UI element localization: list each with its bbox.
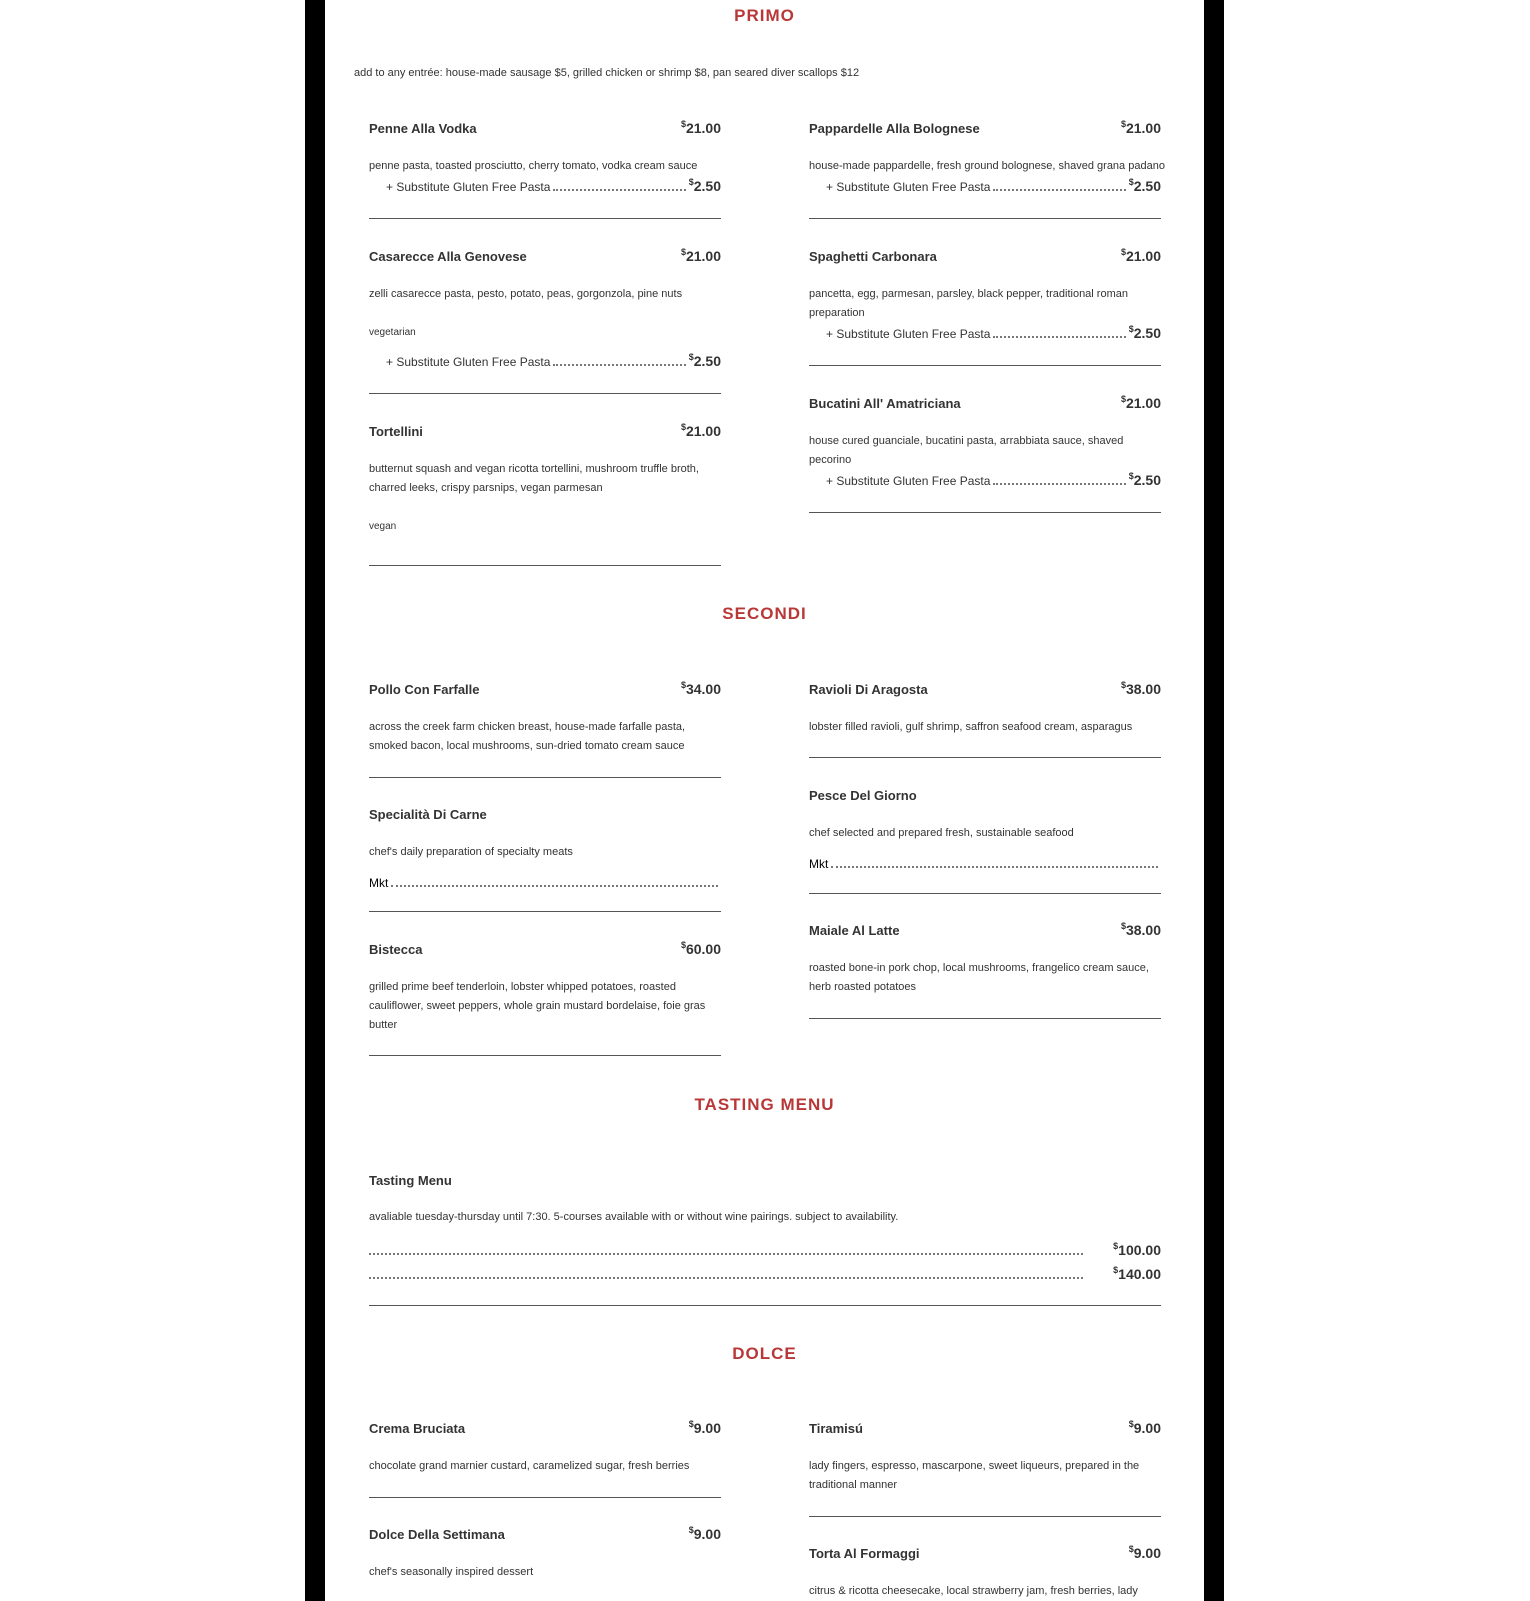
item-price: $9.00 bbox=[1128, 1419, 1161, 1436]
leader-dots bbox=[831, 865, 1158, 868]
item-name: Spaghetti Carbonara bbox=[809, 249, 937, 264]
item-description: chef's daily preparation of specialty meats bbox=[369, 846, 573, 858]
menu-page bbox=[325, 0, 1204, 1601]
item-divider bbox=[369, 1497, 721, 1498]
item-divider bbox=[369, 393, 721, 394]
item-divider bbox=[809, 757, 1161, 758]
item-price: $21.00 bbox=[1120, 247, 1161, 264]
item-price: $60.00 bbox=[680, 940, 721, 957]
item-divider bbox=[809, 365, 1161, 366]
item-divider bbox=[809, 512, 1161, 513]
item-price: $38.00 bbox=[1120, 680, 1161, 697]
item-name: Pollo Con Farfalle bbox=[369, 682, 480, 697]
item-description: chocolate grand marnier custard, caramelized sugar, fresh berries bbox=[369, 1460, 690, 1472]
item-name: Tortellini bbox=[369, 424, 423, 439]
gluten-free-option[interactable]: + Substitute Gluten Free Pasta $2.50 bbox=[826, 324, 1161, 341]
item-description: house-made pappardelle, fresh ground bolognese, shaved grana padano bbox=[809, 160, 1165, 172]
item-description: chef's seasonally inspired dessert bbox=[369, 1566, 534, 1578]
section-title-dolce: DOLCE bbox=[732, 1344, 797, 1363]
leader-dots bbox=[369, 1276, 1083, 1279]
item-divider bbox=[809, 893, 1161, 894]
market-price: Mkt bbox=[809, 853, 1161, 871]
item-price: $21.00 bbox=[680, 247, 721, 264]
item-divider bbox=[369, 777, 721, 778]
item-divider bbox=[369, 565, 721, 566]
item-name: Tasting Menu bbox=[369, 1173, 452, 1188]
item-description: across the creek farm chicken breast, house-made farfalle pasta, smoked bacon, local mushrooms, sun-dried tomato cream sauce bbox=[369, 721, 686, 752]
item-name: Bucatini All' Amatriciana bbox=[809, 396, 961, 411]
leader-dots bbox=[391, 884, 718, 887]
leader-dots bbox=[993, 188, 1125, 191]
dietary-tag: vegan bbox=[369, 521, 397, 532]
item-name: Pesce Del Giorno bbox=[809, 788, 917, 803]
item-description: citrus & ricotta cheesecake, local strawberry jam, fresh berries, lady bbox=[809, 1585, 1138, 1597]
gluten-free-option[interactable]: + Substitute Gluten Free Pasta $2.50 bbox=[826, 471, 1161, 488]
gluten-free-option[interactable]: + Substitute Gluten Free Pasta $2.50 bbox=[826, 177, 1161, 194]
section-title-primo: PRIMO bbox=[734, 6, 795, 25]
item-name: Maiale Al Latte bbox=[809, 923, 900, 938]
item-name: Casarecce Alla Genovese bbox=[369, 249, 527, 264]
item-name: Specialità Di Carne bbox=[369, 807, 487, 822]
item-divider bbox=[369, 911, 721, 912]
tasting-price-option: $100.00 bbox=[369, 1240, 1161, 1258]
item-description: grilled prime beef tenderloin, lobster whipped potatoes, roasted cauliflower, sweet peppers, whole grain mustard bordelaise, foie gras butter bbox=[369, 981, 706, 1031]
item-price: $38.00 bbox=[1120, 921, 1161, 938]
leader-dots bbox=[369, 1252, 1083, 1255]
item-divider bbox=[809, 1018, 1161, 1019]
item-description: avaliable tuesday-thursday until 7:30. 5-courses available with or without wine pairings. subject to availability. bbox=[369, 1211, 899, 1223]
item-price: $34.00 bbox=[680, 680, 721, 697]
item-name: Crema Bruciata bbox=[369, 1421, 466, 1436]
gluten-free-option[interactable]: + Substitute Gluten Free Pasta $2.50 bbox=[386, 352, 721, 369]
item-divider bbox=[809, 1516, 1161, 1517]
item-description: lady fingers, espresso, mascarpone, sweet liqueurs, prepared in the traditional manner bbox=[809, 1460, 1140, 1491]
leader-dots bbox=[553, 363, 685, 366]
leader-dots bbox=[553, 188, 685, 191]
dietary-tag: vegetarian bbox=[369, 327, 416, 338]
item-divider bbox=[369, 1055, 721, 1056]
item-name: Tiramisú bbox=[809, 1421, 863, 1436]
item-price: $9.00 bbox=[688, 1419, 721, 1436]
item-name: Ravioli Di Aragosta bbox=[809, 682, 928, 697]
item-description: pancetta, egg, parmesan, parsley, black pepper, traditional roman preparation bbox=[809, 288, 1128, 319]
item-name: Torta Al Formaggi bbox=[809, 1546, 920, 1561]
item-price: $21.00 bbox=[680, 119, 721, 136]
item-name: Penne Alla Vodka bbox=[369, 121, 477, 136]
tasting-price-option: $140.00 bbox=[369, 1264, 1161, 1282]
item-name: Dolce Della Settimana bbox=[369, 1527, 505, 1542]
item-price: $21.00 bbox=[1120, 394, 1161, 411]
market-price: Mkt bbox=[369, 872, 721, 890]
item-description: lobster filled ravioli, gulf shrimp, saffron seafood cream, asparagus bbox=[809, 721, 1133, 733]
item-divider bbox=[369, 1305, 1161, 1306]
section-title-secondi: SECONDI bbox=[722, 604, 807, 623]
item-price: $9.00 bbox=[688, 1525, 721, 1542]
item-name: Bistecca bbox=[369, 942, 423, 957]
item-divider bbox=[809, 218, 1161, 219]
gluten-free-option[interactable]: + Substitute Gluten Free Pasta $2.50 bbox=[386, 177, 721, 194]
item-divider bbox=[369, 218, 721, 219]
leader-dots bbox=[993, 482, 1125, 485]
item-description: zelli casarecce pasta, pesto, potato, peas, gorgonzola, pine nuts bbox=[369, 288, 683, 300]
item-description: butternut squash and vegan ricotta tortellini, mushroom truffle broth, charred leeks, crispy parsnips, vegan parmesan bbox=[369, 463, 699, 494]
item-description: house cured guanciale, bucatini pasta, arrabbiata sauce, shaved pecorino bbox=[809, 435, 1124, 466]
item-price: $9.00 bbox=[1128, 1544, 1161, 1561]
item-description: penne pasta, toasted prosciutto, cherry tomato, vodka cream sauce bbox=[369, 160, 698, 172]
item-price: $21.00 bbox=[680, 422, 721, 439]
primo-addon-note: add to any entrée: house-made sausage $5, grilled chicken or shrimp $8, pan seared diver scallops $12 bbox=[354, 67, 860, 79]
item-description: chef selected and prepared fresh, sustainable seafood bbox=[809, 827, 1074, 839]
leader-dots bbox=[993, 335, 1125, 338]
section-title-tasting-menu: TASTING MENU bbox=[694, 1095, 835, 1114]
item-price: $21.00 bbox=[1120, 119, 1161, 136]
item-name: Pappardelle Alla Bolognese bbox=[809, 121, 980, 136]
item-description: roasted bone-in pork chop, local mushrooms, frangelico cream sauce, herb roasted potatoes bbox=[809, 962, 1149, 993]
